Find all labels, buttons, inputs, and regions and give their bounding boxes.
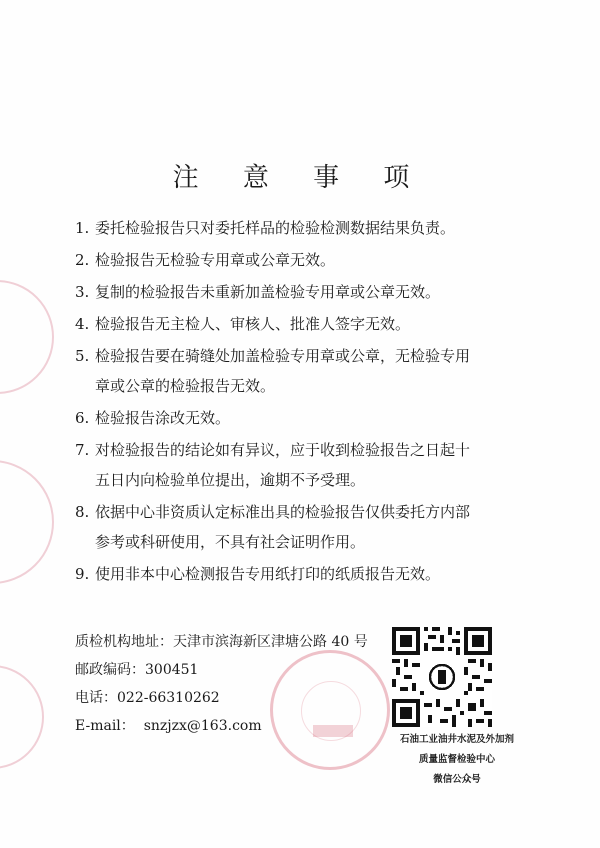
stamp-edge-fragment xyxy=(0,460,54,584)
page-title: 注 意 事 项 xyxy=(172,163,428,194)
address-label: 质检机构地址： xyxy=(75,634,173,650)
note-item: 6. 检验报告涂改无效。 xyxy=(75,409,231,427)
postcode-value: 300451 xyxy=(145,662,199,678)
note-item: 1. 委托检验报告只对委托样品的检验检测数据结果负责。 xyxy=(75,219,456,237)
note-item: 9. 使用非本中心检测报告专用纸打印的纸质报告无效。 xyxy=(75,565,441,583)
stamp-edge-fragment xyxy=(0,665,44,769)
address-value: 天津市滨海新区津塘公路 40 号 xyxy=(173,634,368,650)
red-seal xyxy=(270,650,390,770)
qr-caption xyxy=(382,730,532,790)
qr-block xyxy=(392,627,514,785)
note-item: 8. 依据中心非资质认定标准出具的检验报告仅供委托方内部 参考或科研使用，不具有社会证明作用。 xyxy=(75,503,471,551)
notes-list xyxy=(75,213,515,591)
phone-value: 022-66310262 xyxy=(117,690,220,706)
note-item: 4. 检验报告无主检人、审核人、批准人签字无效。 xyxy=(75,315,411,333)
qr-code-icon xyxy=(392,627,492,727)
postcode-label: 邮政编码： xyxy=(75,662,145,678)
qr-caption-line: 石油工业油井水泥及外加剂 xyxy=(399,734,514,745)
qr-caption-line: 微信公众号 xyxy=(433,774,481,785)
stamp-edge-fragment xyxy=(0,280,54,394)
note-item: 7. 对检验报告的结论如有异议，应于收到检验报告之日起十 五日内向检验单位提出，逾期不予受理。 xyxy=(75,441,471,489)
email-label: E-mail： xyxy=(75,718,135,734)
note-item: 5. 检验报告要在骑缝处加盖检验专用章或公章，无检验专用 章或公章的检验报告无效。 xyxy=(75,347,471,395)
phone-label: 电话： xyxy=(75,690,117,706)
note-item: 3. 复制的检验报告未重新加盖检验专用章或公章无效。 xyxy=(75,283,441,301)
email-value: snzjzx@163.com xyxy=(143,718,262,734)
qr-caption-line: 质量监督检验中心 xyxy=(418,754,495,765)
note-item: 2. 检验报告无检验专用章或公章无效。 xyxy=(75,251,336,269)
